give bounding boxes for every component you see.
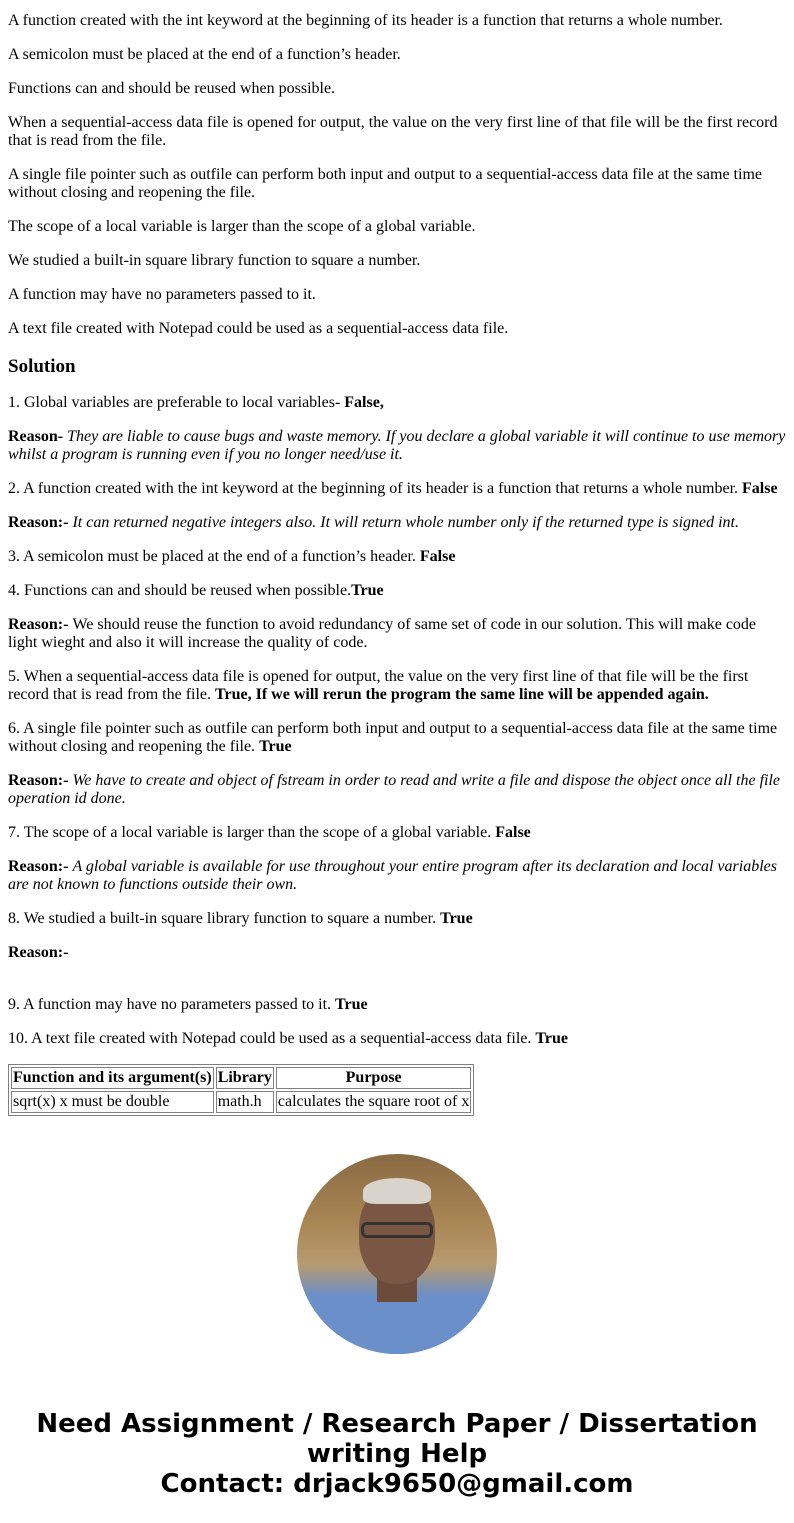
solution-answer: True [259, 738, 292, 755]
solution-item [8, 996, 786, 1014]
question: We studied a built-in square library function to square a number. [8, 252, 421, 269]
solution-answer: True [440, 910, 473, 927]
solution-item [8, 548, 786, 566]
question: A function may have no parameters passed to it. [8, 286, 316, 303]
question: A text file created with Notepad could be used as a sequential-access data file. [8, 320, 509, 337]
solution-question: 2. A function created with the int keyword at the beginning of its header is a function that returns a whole number. [8, 480, 743, 497]
footer-banner [8, 1409, 786, 1499]
solution-answer: True [535, 1030, 568, 1047]
solution-answer: False, [344, 394, 384, 411]
solution-reason [8, 772, 786, 808]
author-photo-container [8, 1154, 786, 1359]
question: A function created with the int keyword at the beginning of its header is a function that returns a whole number. [8, 12, 723, 29]
question: Functions can and should be reused when possible. [8, 80, 336, 97]
question: A semicolon must be placed at the end of a function’s header. [8, 46, 401, 63]
table-row [11, 1091, 471, 1113]
solution-reason [8, 858, 786, 894]
reason-label: Reason- [8, 428, 68, 445]
solution-item [8, 668, 786, 704]
solution-question: 5. When a sequential-access data file is opened for output, the value on the very first line of that file will be the first record that is read from the file. [8, 668, 749, 703]
solution-reason [8, 428, 786, 464]
solution-item [8, 394, 786, 412]
solution-answer: True [351, 582, 384, 599]
library-function-table [8, 1064, 474, 1116]
reason-label: Reason:- [8, 514, 73, 531]
author-photo [297, 1154, 497, 1354]
reason-text: We have to create and object of fstream in order to read and write a file and dispose the object once all the file operation id done. [8, 772, 781, 807]
table-cell: calculates the square root of x [276, 1091, 471, 1113]
reason-text: We should reuse the function to avoid redundancy of same set of code in our solution. This will make code light wieght and also it will increase the quality of code. [8, 616, 757, 651]
table-header: Function and its argument(s) [11, 1067, 214, 1089]
solution-item [8, 480, 786, 498]
table-header-row [11, 1067, 471, 1089]
solution-item [8, 720, 786, 756]
solution-answer: True [335, 996, 368, 1013]
footer-headline: Need Assignment / Research Paper / Dissertation writing Help [36, 1409, 758, 1469]
solution-question: 3. A semicolon must be placed at the end of a function’s header. [8, 548, 420, 565]
solution-answer: False [742, 480, 778, 497]
solution-question: 7. The scope of a local variable is larger than the scope of a global variable. [8, 824, 496, 841]
solution-question: 6. A single file pointer such as outfile can perform both input and output to a sequential-access data file at the same time without closing and reopening the file. [8, 720, 778, 755]
solution-answer: False [495, 824, 531, 841]
solution-reason [8, 514, 786, 532]
solution-question: 8. We studied a built-in square library function to square a number. [8, 910, 441, 927]
solution-answers [8, 394, 786, 1048]
reason-label: Reason:- [8, 858, 73, 875]
solution-heading: Solution [8, 356, 76, 377]
solution-item [8, 910, 786, 928]
solution-item [8, 1030, 786, 1048]
reason-label: Reason:- [8, 944, 69, 961]
solution-item [8, 824, 786, 842]
reason-text: They are liable to cause bugs and waste memory. If you declare a global variable it will continue to use memory whilst a program is running even if you no longer need/use it. [8, 428, 786, 463]
table-header: Library [216, 1067, 274, 1089]
footer-contact: Contact: drjack9650@gmail.com [160, 1469, 634, 1499]
table-cell: sqrt(x) x must be double [11, 1091, 214, 1113]
questions [8, 12, 786, 338]
question: When a sequential-access data file is opened for output, the value on the very first line of that file will be the first record that is read from the file. [8, 114, 778, 149]
solution-reason [8, 944, 786, 962]
reason-text: A global variable is available for use throughout your entire program after its declaration and local variables are not known to functions outside their own. [8, 858, 777, 893]
reason-label: Reason:- [8, 772, 73, 789]
solution-reason [8, 616, 786, 652]
question: The scope of a local variable is larger than the scope of a global variable. [8, 218, 476, 235]
solution-question: 9. A function may have no parameters passed to it. [8, 996, 336, 1013]
reason-label: Reason:- [8, 616, 73, 633]
solution-question: 1. Global variables are preferable to local variables- [8, 394, 345, 411]
reason-text: It can returned negative integers also. It will return whole number only if the returned type is signed int. [72, 514, 739, 531]
solution-question: 4. Functions can and should be reused when possible. [8, 582, 352, 599]
solution-question: 10. A text file created with Notepad could be used as a sequential-access data file. [8, 1030, 536, 1047]
solution-answer: True, If we will rerun the program the same line will be appended again. [215, 686, 709, 703]
solution-answer: False [419, 548, 456, 565]
solution-item [8, 582, 786, 600]
question: A single file pointer such as outfile can perform both input and output to a sequential-access data file at the same time without closing and reopening the file. [8, 166, 762, 201]
table-cell: math.h [216, 1091, 274, 1113]
table-header: Purpose [276, 1067, 471, 1089]
